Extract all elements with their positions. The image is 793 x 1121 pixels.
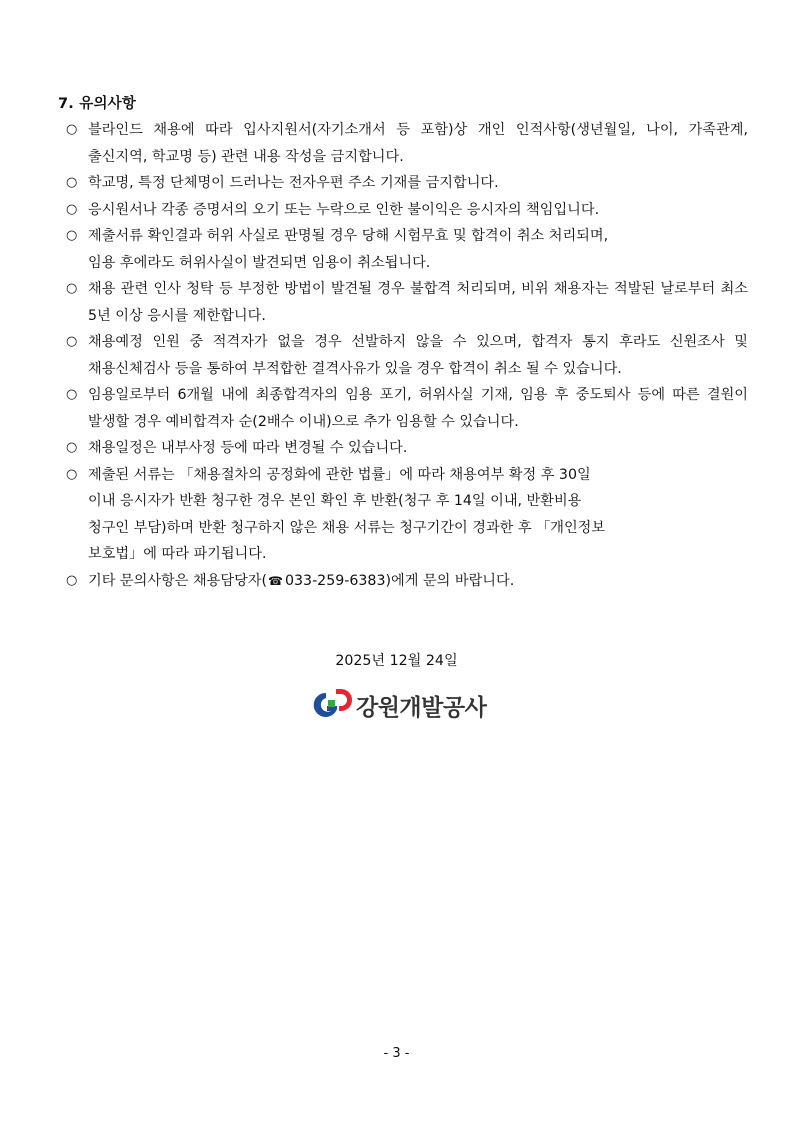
bullet-circle: ○ xyxy=(66,228,78,243)
list-item xyxy=(58,276,748,329)
bullet-circle: ○ xyxy=(66,281,78,296)
contact-text xyxy=(88,568,748,595)
list-item-text: 학교명, 특정 단체명이 드러나는 전자우편 주소 기재를 금지합니다. xyxy=(88,175,499,191)
list-item-text: 임용일로부터 6개월 내에 최종합격자의 임용 포기, 허위사실 기재, 임용 후 중도퇴사 등에 따른 결원이 발생할 경우 예비합격자 순(2배수 이내)으로 추가 임용할 수 있습니다. xyxy=(88,387,748,430)
section-title: 7. 유의사항 xyxy=(58,96,137,112)
list-item-contact xyxy=(58,568,748,595)
list-item xyxy=(58,223,748,276)
list-item xyxy=(58,435,748,462)
bullet-circle: ○ xyxy=(66,122,78,137)
list-item-text: 채용예정 인원 중 적격자가 없을 경우 선발하지 않을 수 있으며, 합격자 통지 후라도 신원조사 및 채용신체검사 등을 통하여 부적합한 결격사유가 있을 경우 합격이 취소 될 수 있습니다. xyxy=(88,334,748,377)
list-item xyxy=(58,329,748,382)
page-number: - 3 - xyxy=(383,1046,410,1061)
contact-prefix: 기타 문의사항은 채용담당자( xyxy=(88,572,268,589)
list-item-text: 응시원서나 각종 증명서의 오기 또는 누락으로 인한 불이익은 응시자의 책임입니다. xyxy=(88,201,600,218)
bullet-circle: ○ xyxy=(66,387,78,402)
list-item-text: 제출된 서류는 「채용절차의 공정화에 관한 법률」에 따라 채용여부 확정 후 30일 이내 응시자가 반환 청구한 경우 본인 확인 후 반환(청구 후 14일 이내, 반환비용 청구인 부담)하며 반환 청구하지 않은 채용 서류는 청구기간이 경과한 후 「개인정보 보호법」에 따라 파기됩니다. xyxy=(88,466,606,562)
document-date: 2025년 12월 24일 xyxy=(335,653,458,669)
bullet-circle: ○ xyxy=(66,440,78,455)
list-item xyxy=(58,462,748,568)
bullet-circle: ○ xyxy=(66,175,78,190)
phone-icon: ☎ xyxy=(268,573,283,588)
contact-phone: 033-259-6383 xyxy=(284,572,386,589)
company-logo-mark xyxy=(308,687,354,723)
list-item xyxy=(58,170,748,197)
list-item-text: 채용일정은 내부사정 등에 따라 변경될 수 있습니다. xyxy=(88,440,408,456)
list-item xyxy=(58,197,748,224)
company-logo xyxy=(308,685,486,725)
list-item-text: 제출서류 확인결과 허위 사실로 판명될 경우 당해 시험무효 및 합격이 취소 처리되며, 임용 후에라도 허위사실이 발견되면 임용이 취소됩니다. xyxy=(88,228,609,271)
bullet-circle: ○ xyxy=(66,201,78,217)
company-name: 강원개발공사 xyxy=(356,694,487,721)
contact-suffix: )에게 문의 바랍니다. xyxy=(385,572,515,589)
notice-list xyxy=(58,117,748,594)
bullet-circle: ○ xyxy=(66,466,78,482)
list-item xyxy=(58,117,748,170)
list-item-text: 채용 관련 인사 청탁 등 부정한 방법이 발견될 경우 불합격 처리되며, 비위 채용자는 적발된 날로부터 최소 5년 이상 응시를 제한합니다. xyxy=(88,281,748,324)
list-item-text: 블라인드 채용에 따라 입사지원서(자기소개서 등 포함)상 개인 인적사항(생년월일, 나이, 가족관계, 출신지역, 학교명 등) 관련 내용 작성을 금지합니다. xyxy=(88,122,748,165)
bullet-circle: ○ xyxy=(66,334,78,349)
bullet-circle: ○ xyxy=(66,572,78,588)
list-item xyxy=(58,382,748,435)
